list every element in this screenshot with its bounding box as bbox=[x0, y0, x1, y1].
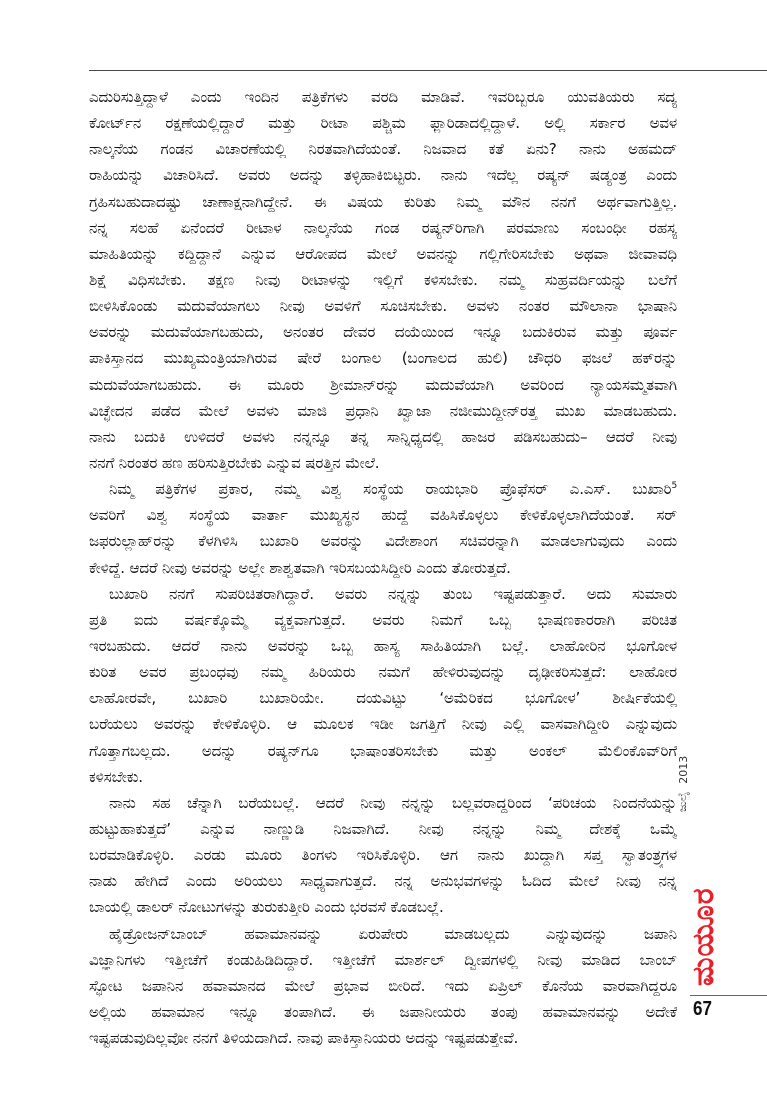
text-line-content: ನಾಲ್ಕನೆಯ ಗಂಡನ ವಿಚಾರಣೆಯಲ್ಲಿ ನಿರತವಾಗಿದೆಯಂತೆ. ನಿಜವಾದ ಕತೆ ಏನು? ನಾನು ಅಹಮದ್ bbox=[89, 140, 677, 159]
text-line-content: ಲಾಹೋರವೇ, ಬುಖಾರಿ ಬುಖಾರಿಯೇ. ದಯವಿಟ್ಟು ‘ಅಮೆರಿಕದ ಭೂಗೋಳ’ ಶೀರ್ಷಿಕೆಯಲ್ಲಿ bbox=[89, 689, 677, 708]
article-body bbox=[89, 84, 677, 1051]
text-line-content: ನಾಡು ಹೇಗಿದೆ ಎಂದು ಅರಿಯಲು ಸಾಧ್ಯವಾಗುತ್ತದೆ. ನನ್ನ ಅನುಭವಗಳನ್ನು ಓದಿದ ಮೇಲೆ ನೀವು ನನ್ನ bbox=[89, 872, 677, 891]
text-line-content: ಮದುವೆಯಾಗಬಹುದು. ಈ ಮೂರು ಶ್ರೀಮಾನ್‌ರನ್ನು ಮದುವೆಯಾಗಿ ಅವರಿಂದ ನ್ಯಾಯಸಮ್ಮತವಾಗಿ bbox=[89, 375, 677, 394]
text-line-content: ಹೈಡ್ರೋಜನ್‌ಬಾಂಬ್ ಹವಾಮಾನವನ್ನು ಏರುಪೇರು ಮಾಡಬಲ್ಲದು ಎನ್ನುವುದನ್ನು ಜಪಾನಿ bbox=[109, 924, 677, 943]
text-line bbox=[89, 450, 677, 476]
text-line bbox=[89, 685, 677, 711]
text-line bbox=[89, 764, 677, 790]
text-line bbox=[89, 868, 677, 894]
text-line bbox=[89, 215, 677, 241]
paragraph-first-line bbox=[89, 790, 677, 816]
text-line bbox=[89, 502, 677, 528]
text-line-content: ಬಾಯಲ್ಲಿ ಡಾಲರ್ ನೋಟುಗಳನ್ನು ತುರುಕುತ್ತೀರಿ ಎಂದು ಭರವಸೆ ಕೊಡಬಲ್ಲೆ. bbox=[89, 898, 444, 917]
text-line bbox=[89, 345, 677, 371]
issue-date bbox=[672, 722, 694, 812]
footer-rule bbox=[690, 995, 767, 996]
text-line-content: ಕೇಳಿದ್ದೆ. ಆದರೆ ನೀವು ಅವರನ್ನು ಅಲ್ಲೇ ಶಾಶ್ವತವಾಗಿ ಇರಿಸಬಯಸಿದ್ದೀರಿ ಎಂದು ತೋರುತ್ತದೆ. bbox=[89, 558, 511, 577]
text-line bbox=[89, 110, 677, 136]
text-line bbox=[89, 398, 677, 424]
text-line-content: ಮಾಹಿತಿಯನ್ನು ಕದ್ದಿದ್ದಾನೆ ಎನ್ನುವ ಆರೋಪದ ಮೇಲೆ ಅವನನ್ನು ಗಲ್ಲಿಗೇರಿಸಬೇಕು ಅಥವಾ ಜೀವಾವಧಿ bbox=[89, 244, 677, 263]
paragraph-first-line bbox=[89, 921, 677, 947]
text-line-content: ವಿಜ್ಞಾನಿಗಳು ಇತ್ತೀಚೆಗೆ ಕಂಡುಹಿಡಿದಿದ್ದಾರೆ. ಇತ್ತೀಚೆಗೆ ಮಾರ್ಶಲ್ ದ್ವೀಪಗಳಲ್ಲಿ ನೀವು ಮಾಡಿದ ಬಾಂಬ್ bbox=[89, 950, 677, 969]
text-line bbox=[89, 555, 677, 581]
text-line bbox=[89, 842, 677, 868]
text-line-content: ವಿಚ್ಛೇದನ ಪಡೆದ ಮೇಲೆ ಅವಳು ಮಾಜಿ ಪ್ರಧಾನಿ ಖ್ವಾಜಾ ನಜೀಮುದ್ದೀನ್‌ರತ್ತ ಮುಖ ಮಾಡಬಹುದು. bbox=[89, 401, 677, 420]
text-line bbox=[89, 947, 677, 973]
text-line bbox=[89, 894, 677, 920]
text-line bbox=[89, 711, 677, 737]
text-line-content: ನಿಮ್ಮ ಪತ್ರಿಕೆಗಳ ಪ್ರಕಾರ, ನಮ್ಮ ವಿಶ್ವ ಸಂಸ್ಥೆಯ ರಾಯಭಾರಿ ಪ್ರೊಫೆಸರ್ ಎ.ಎಸ್. ಬುಖಾರಿ bbox=[109, 480, 672, 499]
text-line bbox=[89, 319, 677, 345]
text-line-content: ಜಫರುಲ್ಲಾಹ್‌ರನ್ನು ಕೆಳಗಿಳಿಸಿ ಬುಖಾರಿ ಅವರನ್ನು ವಿದೇಶಾಂಗ ಸಚಿವರನ್ನಾಗಿ ಮಾಡಲಾಗುವುದು ಎಂದು bbox=[89, 532, 677, 551]
text-line-content: ನಾನು ಸಹ ಚೆನ್ನಾಗಿ ಬರೆಯಬಲ್ಲೆ. ಆದರೆ ನೀವು ನನ್ನನ್ನು ಬಲ್ಲವರಾದ್ದರಿಂದ ‘ಪರಿಚಯ ನಿಂದನೆಯನ್ನು bbox=[109, 793, 677, 812]
text-line bbox=[89, 528, 677, 554]
text-line-content: ಗ್ರಹಿಸಬಹುದಾದಷ್ಟು ಚಾಣಾಕ್ಷನಾಗಿದ್ದೇನೆ. ಈ ವಿಷಯ ಕುರಿತು ನಿಮ್ಮ ಮೌನ ನನಗೆ ಅರ್ಥವಾಗುತ್ತಿಲ್ಲ. bbox=[89, 192, 677, 211]
magazine-logo: ಮಯೂರ bbox=[686, 887, 721, 986]
text-line-content: ಸ್ಫೋಟ ಜಪಾನಿನ ಹವಾಮಾನದ ಮೇಲೆ ಪ್ರಭಾವ ಬೀರಿದೆ. ಇದು ಏಪ್ರಿಲ್ ಕೊನೆಯ ವಾರವಾಗಿದ್ದರೂ bbox=[89, 976, 677, 995]
header-rule bbox=[89, 70, 767, 71]
text-line-content: ಬುಖಾರಿ ನನಗೆ ಸುಪರಿಚಿತರಾಗಿದ್ದಾರೆ. ಅವರು ನನ್ನನ್ನು ತುಂಬ ಇಷ್ಟಪಡುತ್ತಾರೆ. ಅದು ಸುಮಾರು bbox=[109, 584, 677, 603]
text-line-content: ಪಾಕಿಸ್ತಾನದ ಮುಖ್ಯಮಂತ್ರಿಯಾಗಿರುವ ಷೇರೆ ಬಂಗಾಲ (ಬಂಗಾಲದ ಹುಲಿ) ಚೌಧರಿ ಫಜಲೆ ಹಕ್‌ರನ್ನು bbox=[89, 349, 677, 368]
text-line-content: ಹುಟ್ಟುಹಾಕುತ್ತದೆ’ ಎನ್ನುವ ನಾಣ್ಣುಡಿ ನಿಜವಾಗಿದೆ. ನೀವು ನನ್ನನ್ನು ನಿಮ್ಮ ದೇಶಕ್ಕೆ ಒಮ್ಮೆ bbox=[89, 819, 677, 838]
text-line bbox=[89, 372, 677, 398]
text-line-content: ಅವರಿಗೆ ವಿಶ್ವ ಸಂಸ್ಥೆಯ ವಾರ್ತಾ ಮುಖ್ಯಸ್ಥನ ಹುದ್ದೆ ವಹಿಸಿಕೊಳ್ಳಲು ಕೇಳಿಕೊಳ್ಳಲಾಗಿದೆಯಂತೆ. ಸರ್ bbox=[89, 506, 677, 525]
issue-year: 2013 bbox=[676, 755, 690, 784]
text-line bbox=[89, 999, 677, 1025]
text-line bbox=[89, 84, 677, 110]
text-line bbox=[89, 241, 677, 267]
paragraph-first-line bbox=[89, 476, 677, 502]
footnote-marker: 5 bbox=[671, 481, 677, 492]
text-line-content: ಇರಬಹುದು. ಆದರೆ ನಾನು ಅವರನ್ನು ಒಬ್ಬ ಹಾಸ್ಯ ಸಾಹಿತಿಯಾಗಿ ಬಲ್ಲೆ. ಲಾಹೋರಿನ ಭೂಗೋಳ bbox=[89, 636, 677, 655]
text-line bbox=[89, 189, 677, 215]
text-line-content: ಕಳಿಸಬೇಕು. bbox=[89, 767, 143, 786]
text-line-content: ರಾಹಿಯನ್ನು ವಿಚಾರಿಸಿದೆ. ಅವರು ಅದನ್ನು ತಳ್ಳಿಹಾಕಿಬಿಟ್ಟರು. ನಾನು ಇದೆಲ್ಲ ರಷ್ಯನ್ ಷಡ್ಯಂತ್ರ ಎಂದು bbox=[89, 166, 677, 185]
text-line bbox=[89, 816, 677, 842]
text-line bbox=[89, 1025, 677, 1051]
text-line bbox=[89, 136, 677, 162]
text-line-content: ಬೀಳಿಸಿಕೊಂಡು ಮದುವೆಯಾಗಲು ನೀವು ಅವಳಿಗೆ ಸೂಚಿಸಬೇಕು. ಅವಳು ನಂತರ ಮೌಲಾನಾ ಭಾಷಾನಿ bbox=[89, 297, 677, 316]
text-line-content: ಅಲ್ಲಿಯ ಹವಾಮಾನ ಇನ್ನೂ ತಂಪಾಗಿದೆ. ಈ ಜಪಾನೀಯರು ತಂಪು ಹವಾಮಾನವನ್ನು ಅದೇಕೆ bbox=[89, 1002, 677, 1021]
text-line bbox=[89, 973, 677, 999]
text-line-content: ಶಿಕ್ಷೆ ವಿಧಿಸಬೇಕು. ತಕ್ಷಣ ನೀವು ರೀಟಾಳನ್ನು ಇಲ್ಲಿಗೆ ಕಳಿಸಬೇಕು. ನಮ್ಮ ಸುಹ್ರವರ್ದಿಯನ್ನು ಬಲೆಗೆ bbox=[89, 270, 677, 289]
text-line-content: ಬರಮಾಡಿಕೊಳ್ಳಿರಿ. ಎರಡು ಮೂರು ತಿಂಗಳು ಇರಿಸಿಕೊಳ್ಳಿರಿ. ಆಗ ನಾನು ಖುದ್ದಾಗಿ ಸಪ್ತ ಸ್ವಾತಂತ್ರ್ಯಗಳ bbox=[89, 846, 677, 865]
text-line-content: ನಾನು ಬದುಕಿ ಉಳಿದರೆ ಅವಳು ನನ್ನನ್ನೂ ತನ್ನ ಸಾನ್ನಿಧ್ಯದಲ್ಲಿ ಹಾಜರ ಪಡಿಸಬಹುದು– ಆದರೆ ನೀವು bbox=[89, 427, 677, 446]
text-line-content: ನನಗೆ ನಿರಂತರ ಹಣ ಹರಿಸುತ್ತಿರಬೇಕು ಎನ್ನುವ ಷರತ್ತಿನ ಮೇಲೆ. bbox=[89, 453, 380, 472]
paragraph-first-line bbox=[89, 581, 677, 607]
text-line bbox=[89, 267, 677, 293]
text-line-content: ಗೊತ್ತಾಗಬಲ್ಲದು. ಅದನ್ನು ರಷ್ಯನ್‌ಗೂ ಭಾಷಾಂತರಿಸಬೇಕು ಮತ್ತು ಅಂಕಲ್ ಮೆಲಿಂಕೊವ್‌ರಿಗೆ bbox=[89, 741, 677, 760]
text-line-content: ಬರೆಯಲು ಅವರನ್ನು ಕೇಳಿಕೊಳ್ಳಿರಿ. ಆ ಮೂಲಕ ಇಡೀ ಜಗತ್ತಿಗೆ ನೀವು ಎಲ್ಲಿ ವಾಸವಾಗಿದ್ದೀರಿ ಎನ್ನುವುದು bbox=[89, 715, 677, 734]
text-line bbox=[89, 162, 677, 188]
text-line-content: ನನ್ನ ಸಲಹೆ ಏನೆಂದರೆ ರೀಟಾಳ ನಾಲ್ಕನೆಯ ಗಂಡ ರಷ್ಯನ್‌ರಿಗಾಗಿ ಪರಮಾಣು ಸಂಬಂಧೀ ರಹಸ್ಯ bbox=[89, 218, 677, 237]
page-number: 67 bbox=[693, 998, 712, 1020]
text-line bbox=[89, 424, 677, 450]
issue-month: ಜುಲೈ bbox=[676, 791, 689, 812]
text-line bbox=[89, 607, 677, 633]
text-line-content: ಅವರನ್ನು ಮದುವೆಯಾಗಬಹುದು, ಅನಂತರ ದೇವರ ದಯೆಯಿಂದ ಇನ್ನೂ ಬದುಕಿರುವ ಮತ್ತು ಪೂರ್ವ bbox=[89, 323, 677, 342]
text-line bbox=[89, 633, 677, 659]
text-line-content: ಕುರಿತ ಅವರ ಪ್ರಬಂಧವು ನಮ್ಮ ಹಿರಿಯರು ನಮಗೆ ಹೇಳಿರುವುದನ್ನು ದೃಢೀಕರಿಸುತ್ತದೆ: ಲಾಹೋರ bbox=[89, 663, 677, 682]
text-line bbox=[89, 659, 677, 685]
text-line-content: ಕೋರ್ಟ್‌ನ ರಕ್ಷಣೆಯಲ್ಲಿದ್ದಾರೆ ಮತ್ತು ರೀಟಾ ಪಶ್ಚಿಮ ಫ್ಲಾರಿಡಾದಲ್ಲಿದ್ದಾಳೆ. ಅಲ್ಲಿ ಸರ್ಕಾರ ಅವಳ bbox=[89, 114, 677, 133]
text-line bbox=[89, 738, 677, 764]
text-line bbox=[89, 293, 677, 319]
text-line-content: ಇಷ್ಟಪಡುವುದಿಲ್ಲವೋ ನನಗೆ ತಿಳಿಯದಾಗಿದೆ. ನಾವು ಪಾಕಿಸ್ತಾನಿಯರು ಅದನ್ನು ಇಷ್ಟಪಡುತ್ತೇವೆ. bbox=[89, 1029, 519, 1048]
text-line-content: ಪ್ರತಿ ಐದು ವರ್ಷಕ್ಕೊಮ್ಮೆ ವ್ಯಕ್ತವಾಗುತ್ತದೆ. ಅವರು ನಿಮಗೆ ಒಬ್ಬ ಭಾಷಣಕಾರರಾಗಿ ಪರಿಚಿತ bbox=[89, 610, 677, 629]
text-line-content: ಎದುರಿಸುತ್ತಿದ್ದಾಳೆ ಎಂದು ಇಂದಿನ ಪತ್ರಿಕೆಗಳು ವರದಿ ಮಾಡಿವೆ. ಇವರಿಬ್ಬರೂ ಯುವತಿಯರು ಸದ್ಯ bbox=[89, 88, 677, 106]
